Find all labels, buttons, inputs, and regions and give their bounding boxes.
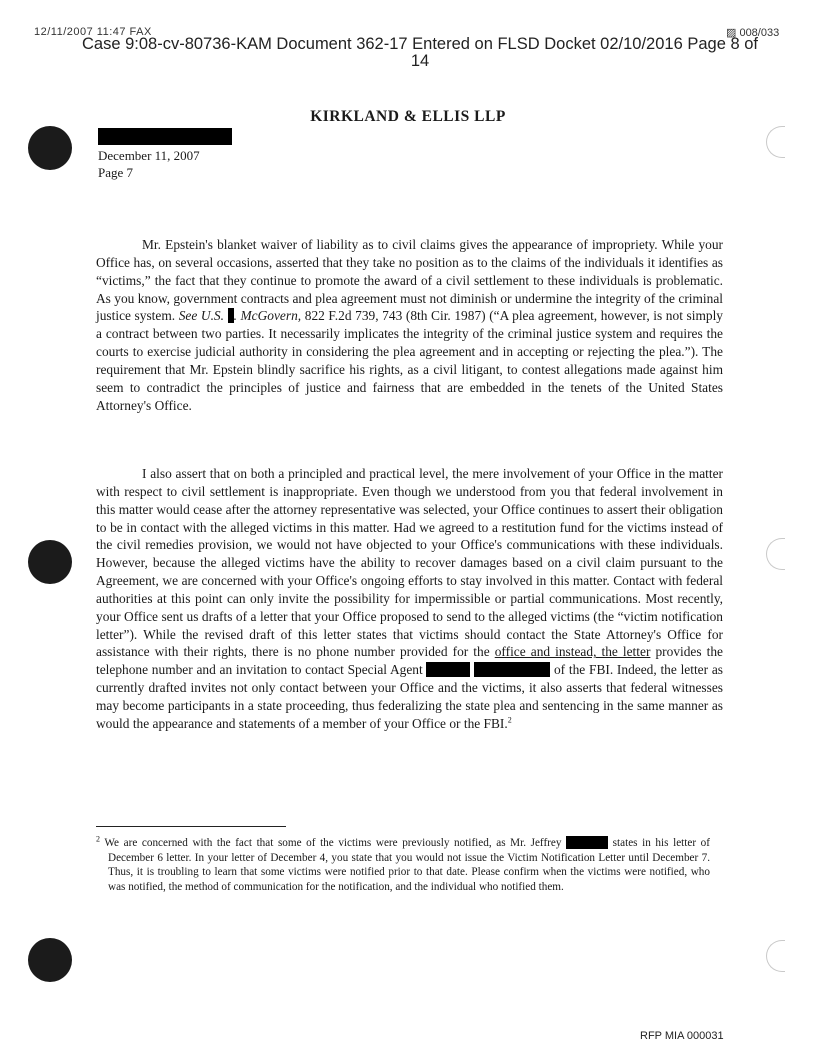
scan-edge-mark: [766, 940, 785, 972]
case-header-line1: Case 9:08-cv-80736-KAM Document 362-17 Entered on FLSD Docket 02/10/2016 Page 8 of: [82, 35, 758, 53]
scan-edge-mark: [766, 126, 785, 158]
paragraph2-text-b: provides the telephone number and an invitation to contact Special Agent: [96, 644, 723, 678]
punch-hole-top: [28, 126, 72, 170]
paragraph-text: [96, 465, 723, 733]
footnote-marker: 2: [96, 834, 100, 844]
bates-number: RFP MIA 000031: [640, 1030, 724, 1042]
case-citation-prefix: See U.S.: [178, 308, 224, 324]
footnote-text-a: We are concerned with the fact that some of the victims were previously notified, as Mr. Jeffrey: [100, 837, 567, 849]
letter-page-number: Page 7: [98, 165, 134, 180]
scan-edge-mark: [766, 538, 785, 570]
fax-page-counter: ▨ 008/033: [726, 27, 780, 39]
paragraph1-text-a: Mr. Epstein's blanket waiver of liability as to civil claims gives the appearance of impropriety. While your Office has, on several occasions, asserted that they take no position as to the claims of the individuals it identifies as “victims,” the fact that they continue to promote the award of a civil settlement to these individuals is problematic. As you know, government contracts and plea agreement must not diminish or undermine the integrity of the criminal justice system.: [96, 237, 723, 324]
footnote-reference: 2: [507, 715, 512, 725]
punch-hole-bottom: [28, 938, 72, 982]
paragraph2-text-c: of the FBI. Indeed, the letter as currently drafted invites not only contact between your Office and the victims, it also asserts that federal witnesses may become participants in a state proceeding, thus federalizing the state plea and sentencing in the same manner as would the appearance and statements of a member of your Office or the FBI.: [96, 662, 723, 731]
firm-letterhead: KIRKLAND & ELLIS LLP: [310, 108, 506, 125]
fax-transmission-header: 12/11/2007 11:47 FAX: [34, 26, 152, 38]
footnote-divider: [96, 826, 286, 827]
letter-date: December 11, 2007: [98, 148, 200, 163]
paragraph-federal-involvement: [96, 465, 723, 733]
redaction-name: [566, 836, 608, 849]
paragraph2-text-a: I also assert that on both a principled and practical level, the mere involvement of your Office in the matter with respect to civil settlement is inappropriate. Even though we understood from you that federal involvement in this matter would cease after the attorney representative was selected, your Office continues to assert their obligation to be in contact with the alleged victims in this matter. Had we agreed to a restitution fund for the victims instead of the civil remedies provision, we would not have objected to your Office's communications with these individuals. However, because the alleged victims have the ability to recover damages based on a civil claim pursuant to the Agreement, we are concerned with your Office's ongoing efforts to stay involved in this matter. Contact with federal authorities at this point can only invite the possibility for impermissible or partial communications. Most recently, your Office sent us drafts of a letter that your Office proposed to send to the alleged victims (the “victim notification letter”). While the revised draft of this letter states that victims should contact the State Attorney's Office for assistance with their rights, there is no phone number provided for the: [96, 466, 723, 660]
redaction-addressee: [98, 128, 232, 145]
paragraph-waiver-of-liability: [96, 236, 723, 414]
punch-hole-middle: [28, 540, 72, 584]
paragraph-text: [96, 236, 723, 414]
case-header: [70, 36, 770, 70]
case-citation-name: . McGovern,: [233, 308, 302, 324]
redaction-agent-last-name: [474, 662, 550, 677]
paragraph1-text-b: 822 F.2d 739, 743 (8th Cir. 1987) (“A plea agreement, however, is not simply a contract between two parties. It necessarily implicates the integrity of the criminal justice system and requires the courts to exercise judicial authority in considering the plea agreement and in accepting or rejecting the plea.”). The requirement that Mr. Epstein blindly sacrifice his rights, as a civil litigant, to contest allegations made against him seem to contradict the principles of justice and fairness that are embedded in the tenets of the United States Attorney's Office.: [96, 308, 723, 413]
case-header-line2: 14: [410, 52, 430, 70]
underlined-text: office and instead, the letter: [494, 644, 651, 660]
footnote-text: [96, 836, 710, 894]
redaction-agent-first-name: [426, 662, 470, 677]
footnote: [96, 836, 710, 894]
footnote-text-b: states in his letter of December 6 letter. In your letter of December 4, you state that you would not issue the Victim Notification Letter until December 7. Thus, it is troubling to learn that some victims were notified prior to that date. Please confirm when the victims were notified, who was notified, the method of communication for the notification, and the individual who notified them.: [108, 837, 710, 893]
